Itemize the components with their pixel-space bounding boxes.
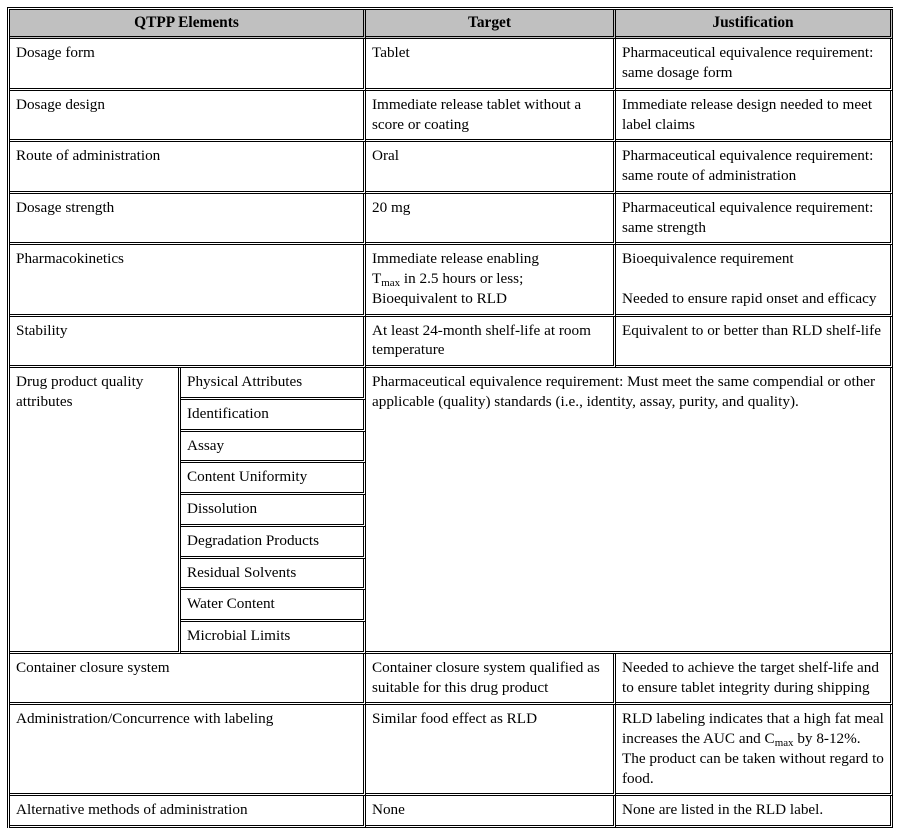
cell-target: Container closure system qualified as suitable for this drug product: [366, 654, 616, 706]
cell-justification: Pharmaceutical equivalence requirement: same dosage form: [616, 39, 893, 91]
cell-element: Alternative methods of administration: [10, 796, 366, 828]
cell-target: [366, 245, 616, 316]
cell-justification: [616, 705, 893, 796]
cell-element: Route of administration: [10, 142, 366, 194]
cell-justification: Equivalent to or better than RLD shelf-life: [616, 317, 893, 369]
table-row: [10, 317, 893, 369]
sub-attribute-physical-attributes: Physical Attributes: [181, 368, 366, 400]
sub-attribute-residual-solvents: Residual Solvents: [181, 559, 366, 591]
cell-element: Dosage strength: [10, 194, 366, 246]
target-line-2: [372, 269, 607, 289]
tmax-symbol: T: [372, 270, 382, 287]
table-header: [10, 10, 893, 39]
cell-justification: Immediate release design needed to meet label claims: [616, 91, 893, 143]
cmax-subscript: max: [774, 736, 794, 749]
sub-attribute-dissolution: Dissolution: [181, 495, 366, 527]
cell-quality-attributes-body: Pharmaceutical equivalence requirement: Must meet the same compendial or other applicable (quality) standards (i.e., identity, assay, purity, and quality).: [366, 368, 893, 654]
target-line-1: Immediate release enabling: [372, 250, 539, 268]
cell-element-quality-attributes: Drug product quality attributes: [10, 368, 181, 654]
table-row: [10, 705, 893, 796]
cell-target: 20 mg: [366, 194, 616, 246]
column-header-target: Target: [366, 10, 616, 39]
cell-element: Dosage design: [10, 91, 366, 143]
table-body: [10, 39, 893, 828]
sub-attribute-assay: Assay: [181, 432, 366, 464]
table-row: [10, 39, 893, 91]
cell-target: Oral: [366, 142, 616, 194]
column-header-elements: QTPP Elements: [10, 10, 366, 39]
target-line-3: Bioequivalent to RLD: [372, 289, 507, 307]
cell-element: Dosage form: [10, 39, 366, 91]
cell-justification: Needed to achieve the target shelf-life and to ensure tablet integrity during shipping: [616, 654, 893, 706]
cell-element: Container closure system: [10, 654, 366, 706]
table-row: [10, 796, 893, 828]
cell-element: Pharmacokinetics: [10, 245, 366, 316]
justification-spacer: [622, 269, 884, 289]
sub-attribute-water-content: Water Content: [181, 590, 366, 622]
cell-justification: None are listed in the RLD label.: [616, 796, 893, 828]
table-row: [10, 142, 893, 194]
tmax-rest: in 2.5 hours or less;: [400, 270, 524, 287]
cell-target: None: [366, 796, 616, 828]
table-row: [10, 91, 893, 143]
table-row-quality-attributes: [10, 368, 893, 400]
cell-justification: [616, 245, 893, 316]
justification-text-pre: RLD labeling indicates that a high fat meal increases the AUC and C: [622, 710, 884, 747]
table-row: [10, 654, 893, 706]
cell-element: Administration/Concurrence with labeling: [10, 705, 366, 796]
table-row: [10, 245, 893, 316]
cell-target: Tablet: [366, 39, 616, 91]
header-row: [10, 10, 893, 39]
tmax-subscript: max: [381, 276, 401, 289]
sub-attribute-identification: Identification: [181, 400, 366, 432]
sub-attribute-microbial-limits: Microbial Limits: [181, 622, 366, 654]
justification-line-2: Needed to ensure rapid onset and efficacy: [622, 289, 877, 307]
sub-attribute-content-uniformity: Content Uniformity: [181, 463, 366, 495]
sub-attribute-degradation-products: Degradation Products: [181, 527, 366, 559]
justification-text-post: by 8-12%. The product can be taken without regard to food.: [622, 730, 884, 787]
cell-justification: Pharmaceutical equivalence requirement: same route of administration: [616, 142, 893, 194]
cell-target: At least 24-month shelf-life at room temperature: [366, 317, 616, 369]
qtpp-table: [7, 7, 893, 828]
cell-target: Immediate release tablet without a score or coating: [366, 91, 616, 143]
column-header-justification: Justification: [616, 10, 893, 39]
table-row: [10, 194, 893, 246]
cell-target: Similar food effect as RLD: [366, 705, 616, 796]
justification-line-1: Bioequivalence requirement: [622, 250, 794, 268]
cell-element: Stability: [10, 317, 366, 369]
cell-justification: Pharmaceutical equivalence requirement: same strength: [616, 194, 893, 246]
